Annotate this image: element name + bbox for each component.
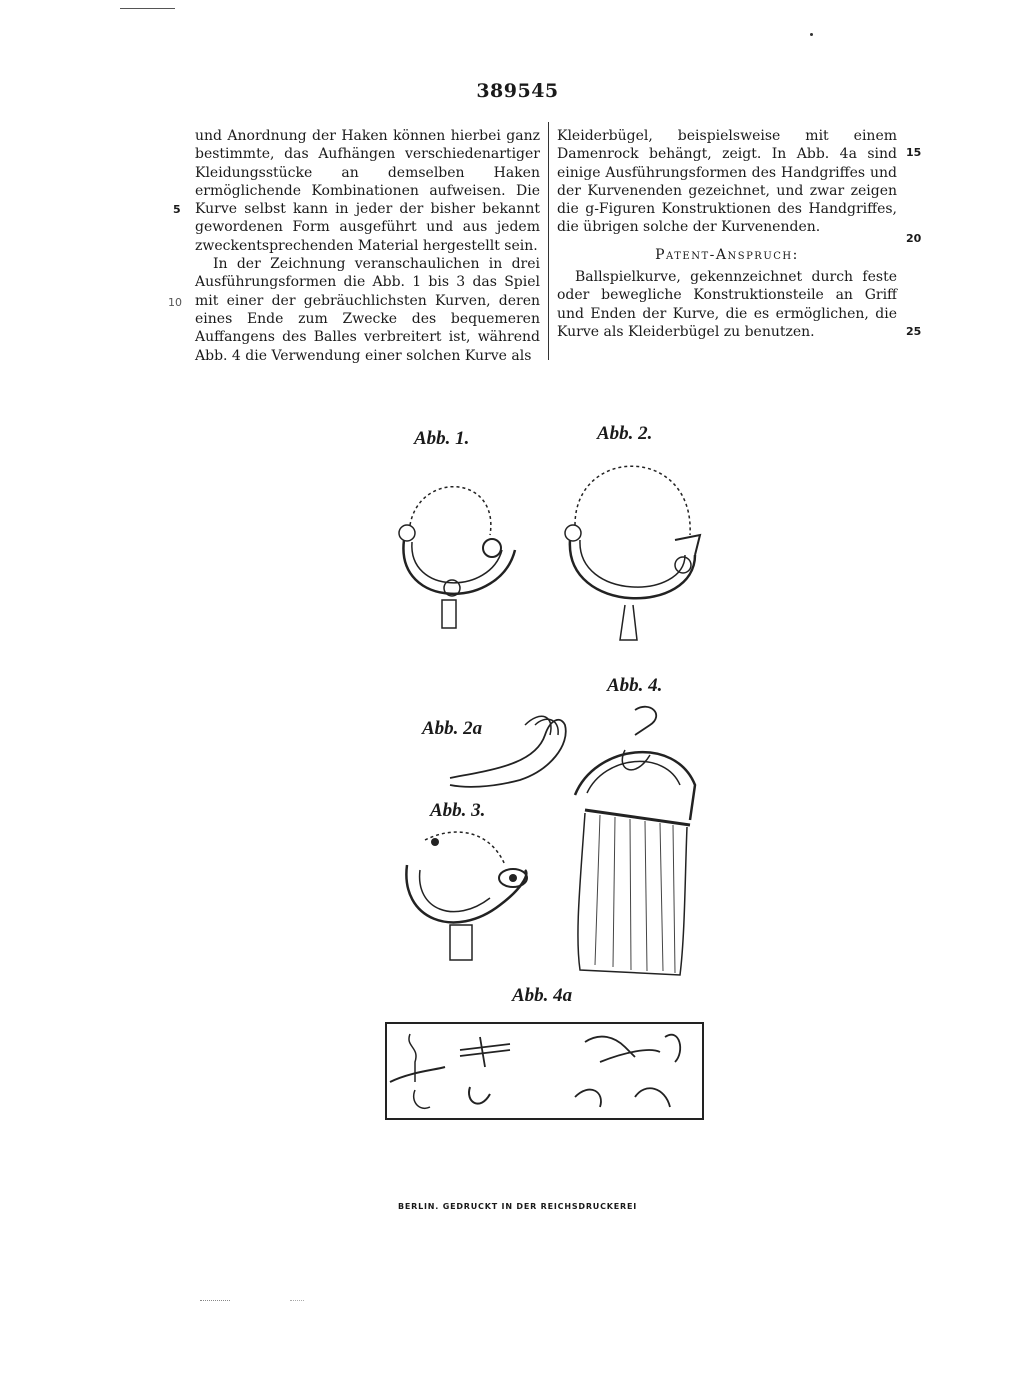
claim-text: Ballspielkurve, gekennzeichnet durch feste oder bewegliche Konstruktionsteile an Griff und Enden der Kurve, die es ermöglichen, die Kurve als Kleiderbügel zu benutzen. xyxy=(557,269,897,340)
figure-abb3-drawing xyxy=(395,830,545,975)
figure-abb1-drawing xyxy=(380,470,540,635)
page-number: 389545 xyxy=(476,80,559,102)
figure-abb4a-drawing xyxy=(385,1022,705,1122)
line-number-10: 10 xyxy=(168,296,182,309)
right-column xyxy=(557,127,897,341)
line-number-5: 5 xyxy=(173,203,181,216)
line-number-25: 25 xyxy=(906,325,922,338)
left-paragraph-2: In der Zeichnung veranschaulichen in drei Ausführungsformen die Abb. 1 bis 3 das Spiel mit einer der gebräuchlichsten Kurven, deren eines Ende zum Zwecke des bequemeren Auffangens des Balles verbreitert ist, während Abb. 4 die Verwendung einer solchen Kurve als xyxy=(195,256,540,364)
figure-label-abb4a: Abb. 4a xyxy=(512,985,573,1006)
figure-label-abb2a: Abb. 2a xyxy=(422,718,483,739)
claim-heading: Patent-Anspruch: xyxy=(655,246,799,263)
figure-abb4-drawing xyxy=(555,705,715,985)
left-column xyxy=(195,127,540,365)
bottom-speck-right xyxy=(290,1300,304,1301)
left-paragraph-1: und Anordnung der Haken können hierbei ganz bestimmte, das Aufhängen verschiedenartiger Kleidungsstücke an demselben Haken ermöglichende Kombinationen aufweisen. Die Kurve selbst kann in jeder der bisher bekannt gewordenen Form ausgeführt und aus jedem zweckentsprechenden Material hergestellt sein. xyxy=(195,128,540,254)
right-paragraph-1: Kleiderbügel, beispielsweise mit einem Damenrock behängt, zeigt. In Abb. 4a sind einige Ausführungsformen des Handgriffes und der Kurvenenden gezeichnet, und zwar zeigen die g-Figuren Konstruktionen des Handgriffes, die übrigen solche der Kurvenenden. xyxy=(557,128,897,236)
figure-label-abb3: Abb. 3. xyxy=(430,800,486,821)
bottom-speck-left xyxy=(200,1300,230,1301)
figure-label-abb1: Abb. 1. xyxy=(414,428,470,449)
printer-imprint: BERLIN. GEDRUCKT IN DER REICHSDRUCKEREI xyxy=(397,1202,638,1211)
top-rule xyxy=(120,8,175,9)
column-divider xyxy=(548,122,549,360)
line-number-20: 20 xyxy=(906,232,922,245)
figure-label-abb4: Abb. 4. xyxy=(607,675,663,696)
figure-label-abb2: Abb. 2. xyxy=(597,423,653,444)
speck xyxy=(810,33,813,36)
line-number-15: 15 xyxy=(906,146,922,159)
figure-abb2-drawing xyxy=(545,455,725,645)
